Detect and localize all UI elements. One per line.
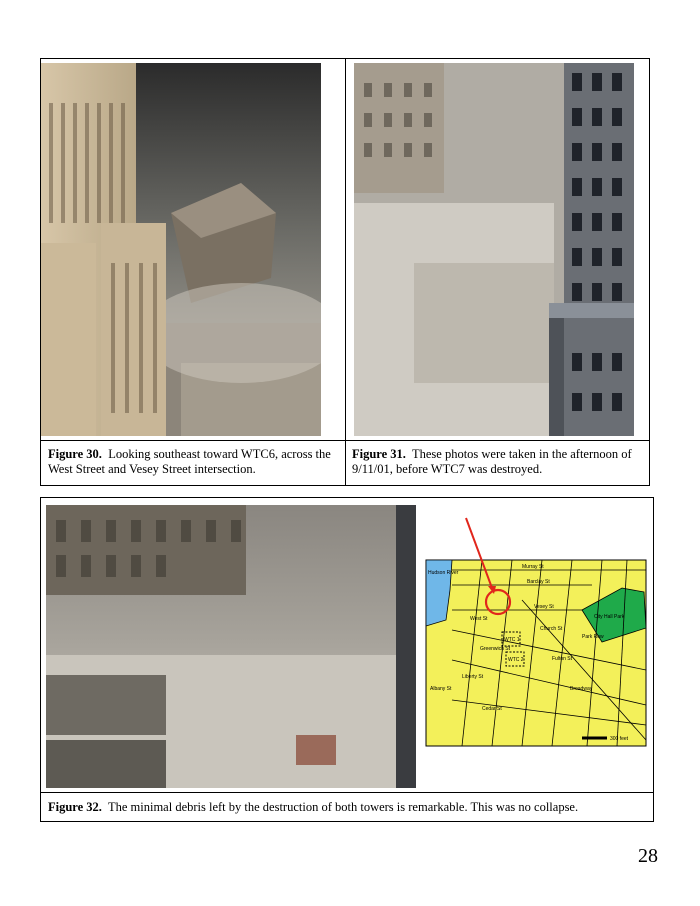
bottom-caption-divider — [40, 792, 654, 793]
figure-31-text: These photos were taken in the afternoon of 9/11/01, before WTC7 was destroyed. — [352, 447, 632, 476]
lower-manhattan-map — [422, 510, 648, 750]
map-label-west: West St — [470, 616, 488, 622]
map-label-broadway: Broadway — [570, 686, 593, 692]
map-label-park: City Hall Park — [594, 614, 625, 620]
figure-31-photo — [354, 63, 634, 436]
map-label-wtc1: WTC 1 — [504, 637, 520, 643]
map-label-liberty: Liberty St — [462, 674, 484, 680]
figure-30-caption — [48, 447, 340, 477]
figure-31-label: Figure 31. — [352, 447, 406, 461]
map-label-river: Hudson River — [428, 570, 459, 576]
map-label-albany: Albany St — [430, 686, 452, 692]
figure-31-caption — [352, 447, 644, 477]
figure-30-label: Figure 30. — [48, 447, 102, 461]
map-label-fulton: Fulton St — [552, 656, 573, 662]
figure-32-text: The minimal debris left by the destruction of both towers is remarkable. This was no collapse. — [107, 800, 579, 814]
figure-32-photo — [46, 505, 416, 788]
top-divider — [345, 58, 346, 486]
map-label-barclay: Barclay St — [527, 579, 550, 585]
map-label-scale: 300 feet — [610, 736, 629, 742]
figure-30-text: Looking southeast toward WTC6, across the West Street and Vesey Street intersection. — [48, 447, 331, 476]
map-label-vesey: Vesey St — [534, 604, 554, 610]
figure-32-caption — [48, 800, 648, 815]
page-number: 28 — [638, 845, 658, 867]
map-label-church: Church St — [540, 626, 563, 632]
map-label-murray: Murray St — [522, 564, 544, 570]
figure-32-label: Figure 32. — [48, 800, 102, 814]
top-caption-divider — [40, 440, 650, 441]
map-land — [426, 560, 646, 746]
map-label-park-row: Park Row — [582, 634, 604, 640]
figure-30-photo — [41, 63, 321, 436]
map-label-wtc2: WTC 2 — [508, 657, 524, 663]
map-label-greenwich: Greenwich St — [480, 646, 511, 652]
map-label-cedar: Cedar St — [482, 706, 502, 712]
